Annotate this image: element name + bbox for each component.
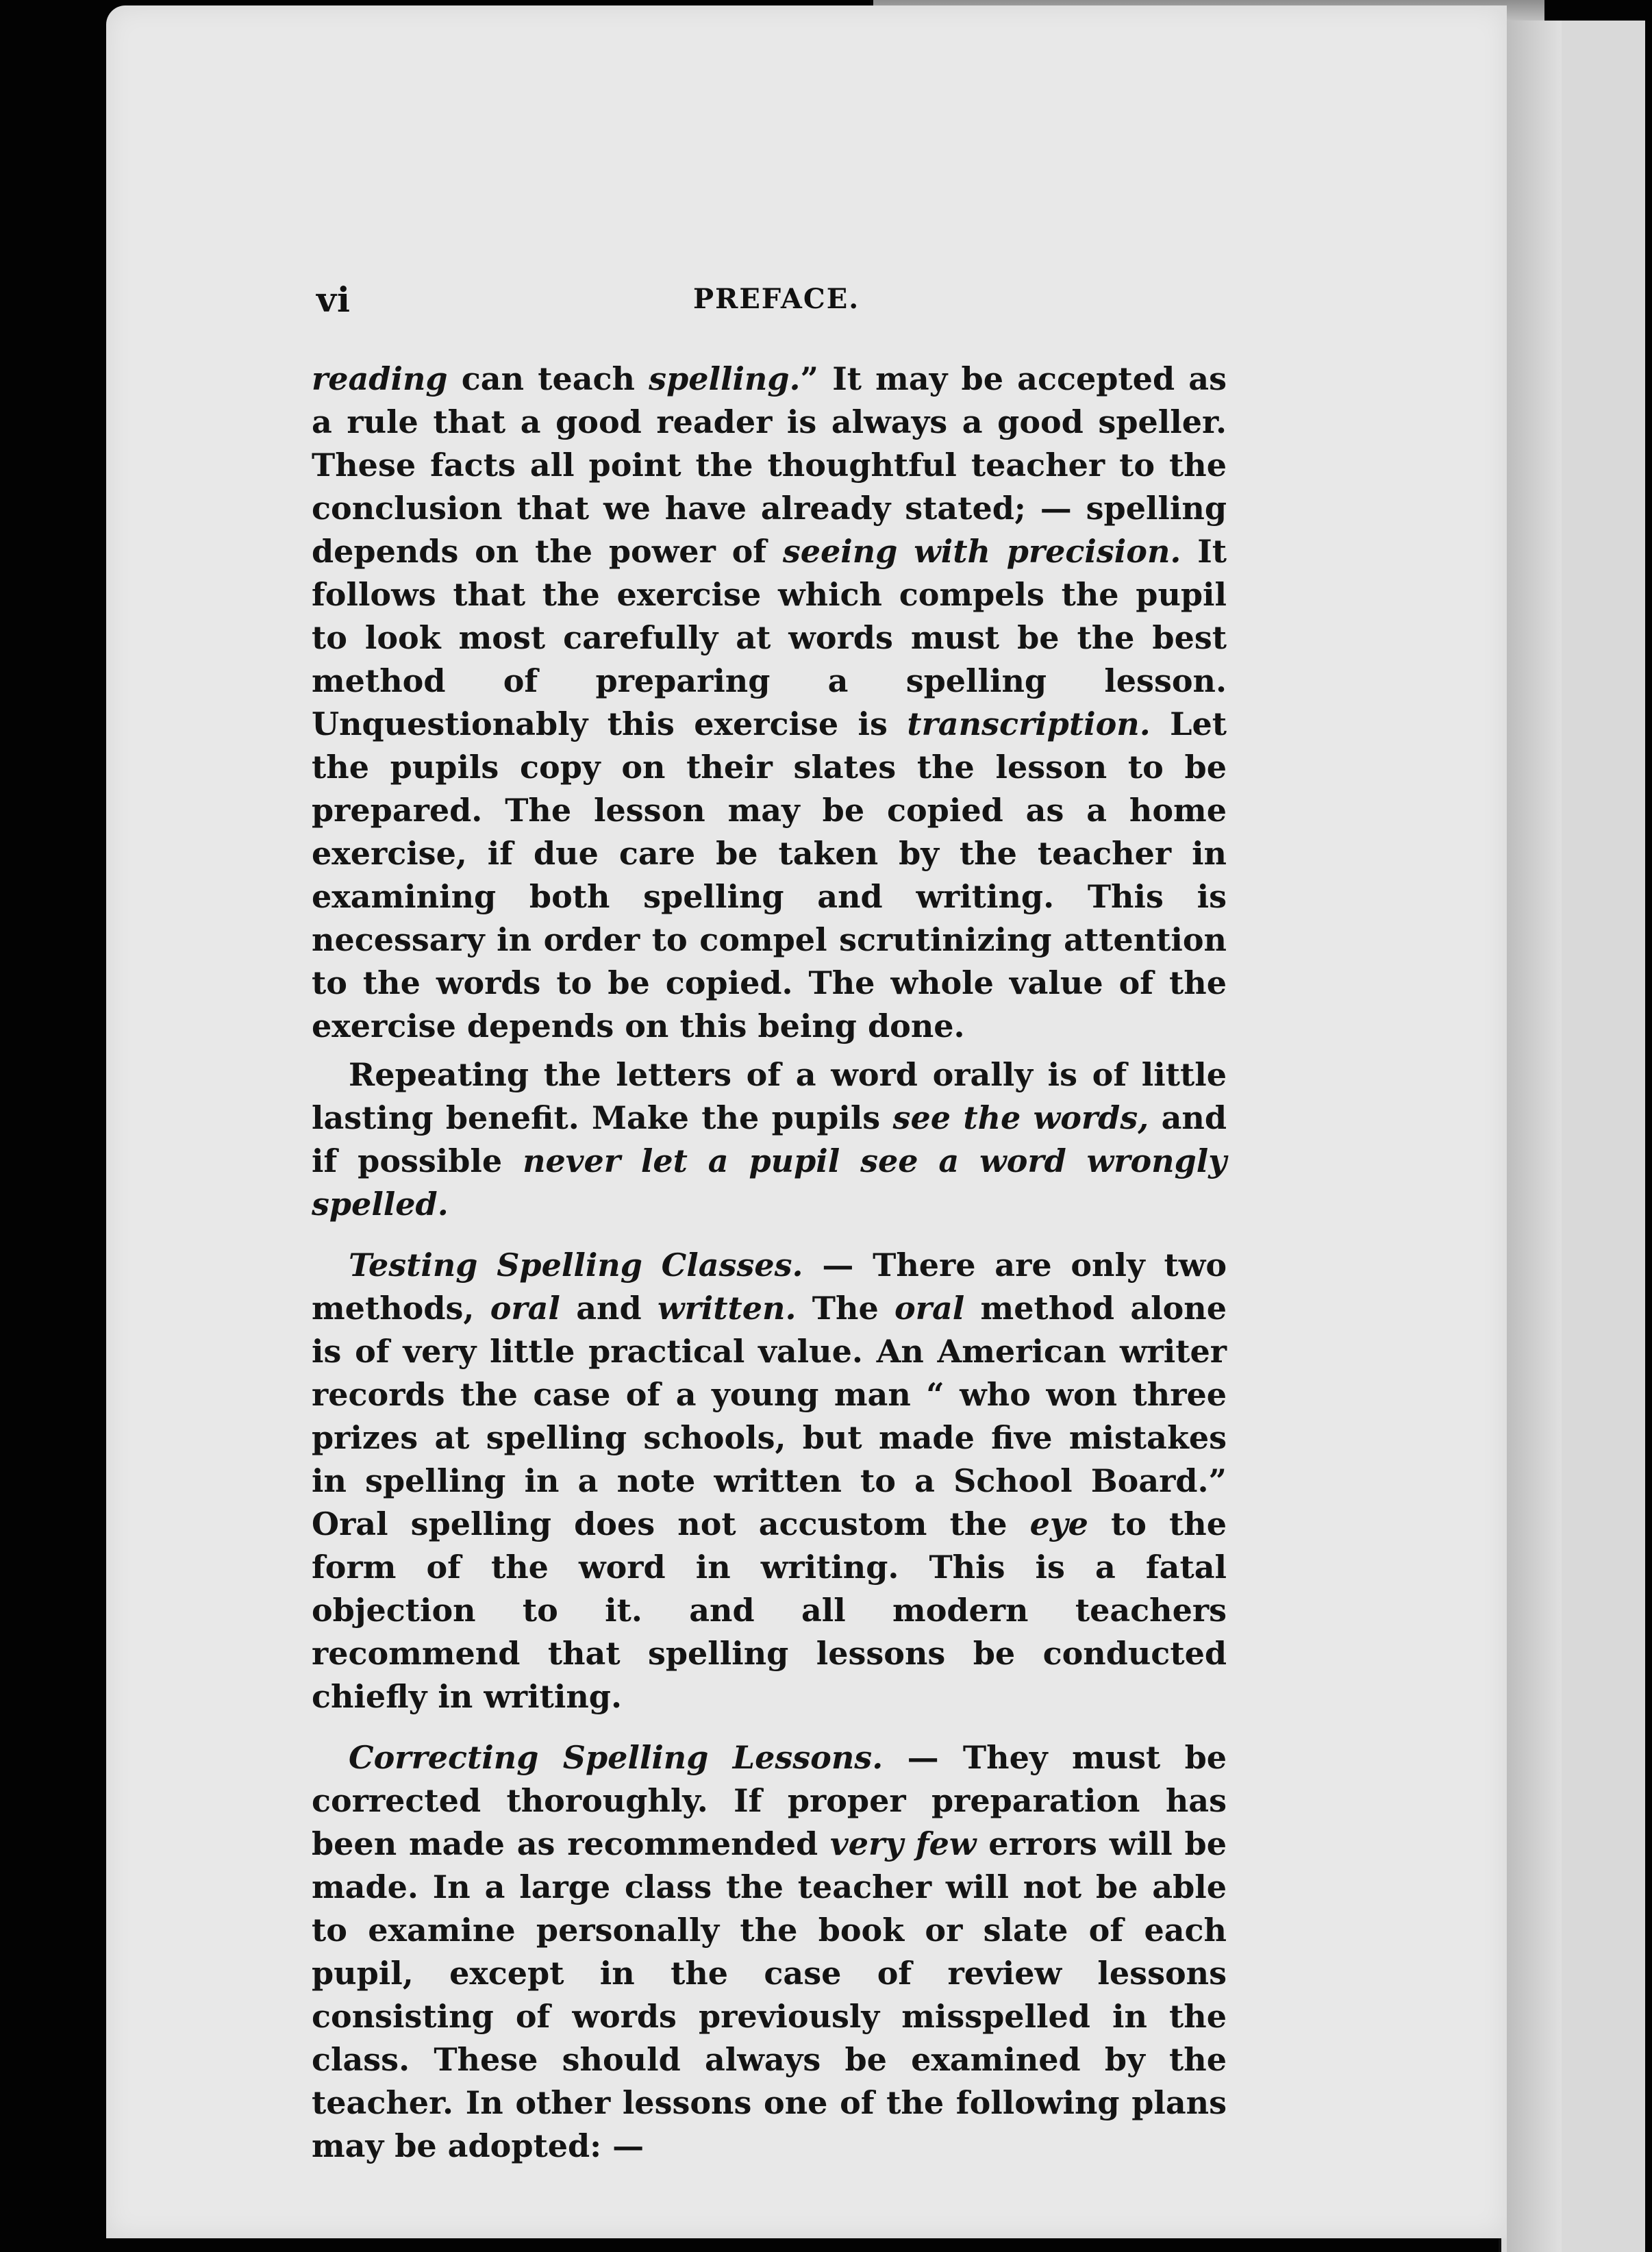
p3-text-8: eye xyxy=(1029,1505,1088,1542)
p1-text-3: spelling. xyxy=(649,360,801,397)
page-header xyxy=(316,279,1234,334)
p1-text-6: It follows that the exercise which compels the pupil to look most carefully at words must be the best method of preparing a spelling lesson. Unquestionably this exercise is xyxy=(312,533,1227,742)
p1-text-5: seeing with precision. xyxy=(782,533,1181,570)
p2-text-4: never let a pupil see a word wrongly spelled. xyxy=(312,1142,1227,1223)
body-text xyxy=(312,358,1227,2173)
p4-text-3: errors will be made. In a large class the teacher will not be able to examine personally the book or slate of each pupil, except in the case of review lessons consisting of words previously misspelled in the class. These should always be examined by the teacher. In other lessons one of the following plans may be adopted: — xyxy=(312,1825,1227,2164)
paragraph-4 xyxy=(312,1736,1227,2168)
p1-text-1: reading xyxy=(312,360,448,397)
p3-text-9: to the form of the word in writing. This is a fatal objection to it. and all modern teachers recommend that spelling lessons be conducted chiefly in writing. xyxy=(312,1505,1227,1715)
p1-text-2: can teach xyxy=(447,360,649,397)
paragraph-3 xyxy=(312,1244,1227,1718)
adjacent-page-edge xyxy=(1499,21,1645,2252)
p3-text-3: and xyxy=(560,1290,658,1327)
p3-text-5: The xyxy=(796,1290,895,1327)
p3-text-2: oral xyxy=(490,1290,560,1327)
p3-text-7: method alone is of very little practical value. An American writer records the case of a young man “ who won three prizes at spelling schools, but made five mistakes in spelling in a note written to a School Board.” Oral spelling does not accustom the xyxy=(312,1290,1227,1542)
page-number: vi xyxy=(316,279,351,320)
p3-text-6: oral xyxy=(894,1290,965,1327)
section-heading-correcting: Correcting Spelling Lessons. xyxy=(349,1739,884,1776)
p3-text-1: — There are only two methods, xyxy=(312,1247,1227,1327)
paragraph-2 xyxy=(312,1053,1227,1226)
p3-text-4: written. xyxy=(657,1290,797,1327)
running-head: PREFACE. xyxy=(693,283,860,315)
p1-text-7: transcription. xyxy=(907,705,1151,742)
p1-text-8: Let the pupils copy on their slates the lesson to be prepared. The lesson may be copied as a home exercise, if due care be taken by the teacher in examining both spelling and writing. This is necessary in order to compel scrutinizing attention to the words to be copied. The whole value of the exercise depends on this being done. xyxy=(312,705,1227,1044)
p1-text-4: ” It may be accepted as a rule that a good reader is always a good speller. These facts all point the thoughtful teacher to the conclusion that we have already stated; — spelling depends on the power of xyxy=(312,360,1227,570)
p4-text-1: — They must be corrected thoroughly. If proper preparation has been made as recommended xyxy=(312,1739,1227,1862)
p2-text-2: see the words, xyxy=(892,1099,1149,1136)
p4-text-2: very few xyxy=(829,1825,977,1862)
p2-text-1: Repeating the letters of a word orally is of little lasting benefit. Make the pupils xyxy=(312,1056,1227,1136)
paragraph-1 xyxy=(312,358,1227,1048)
section-heading-testing: Testing Spelling Classes. xyxy=(349,1247,803,1284)
p2-text-3: and if possible xyxy=(312,1099,1227,1179)
